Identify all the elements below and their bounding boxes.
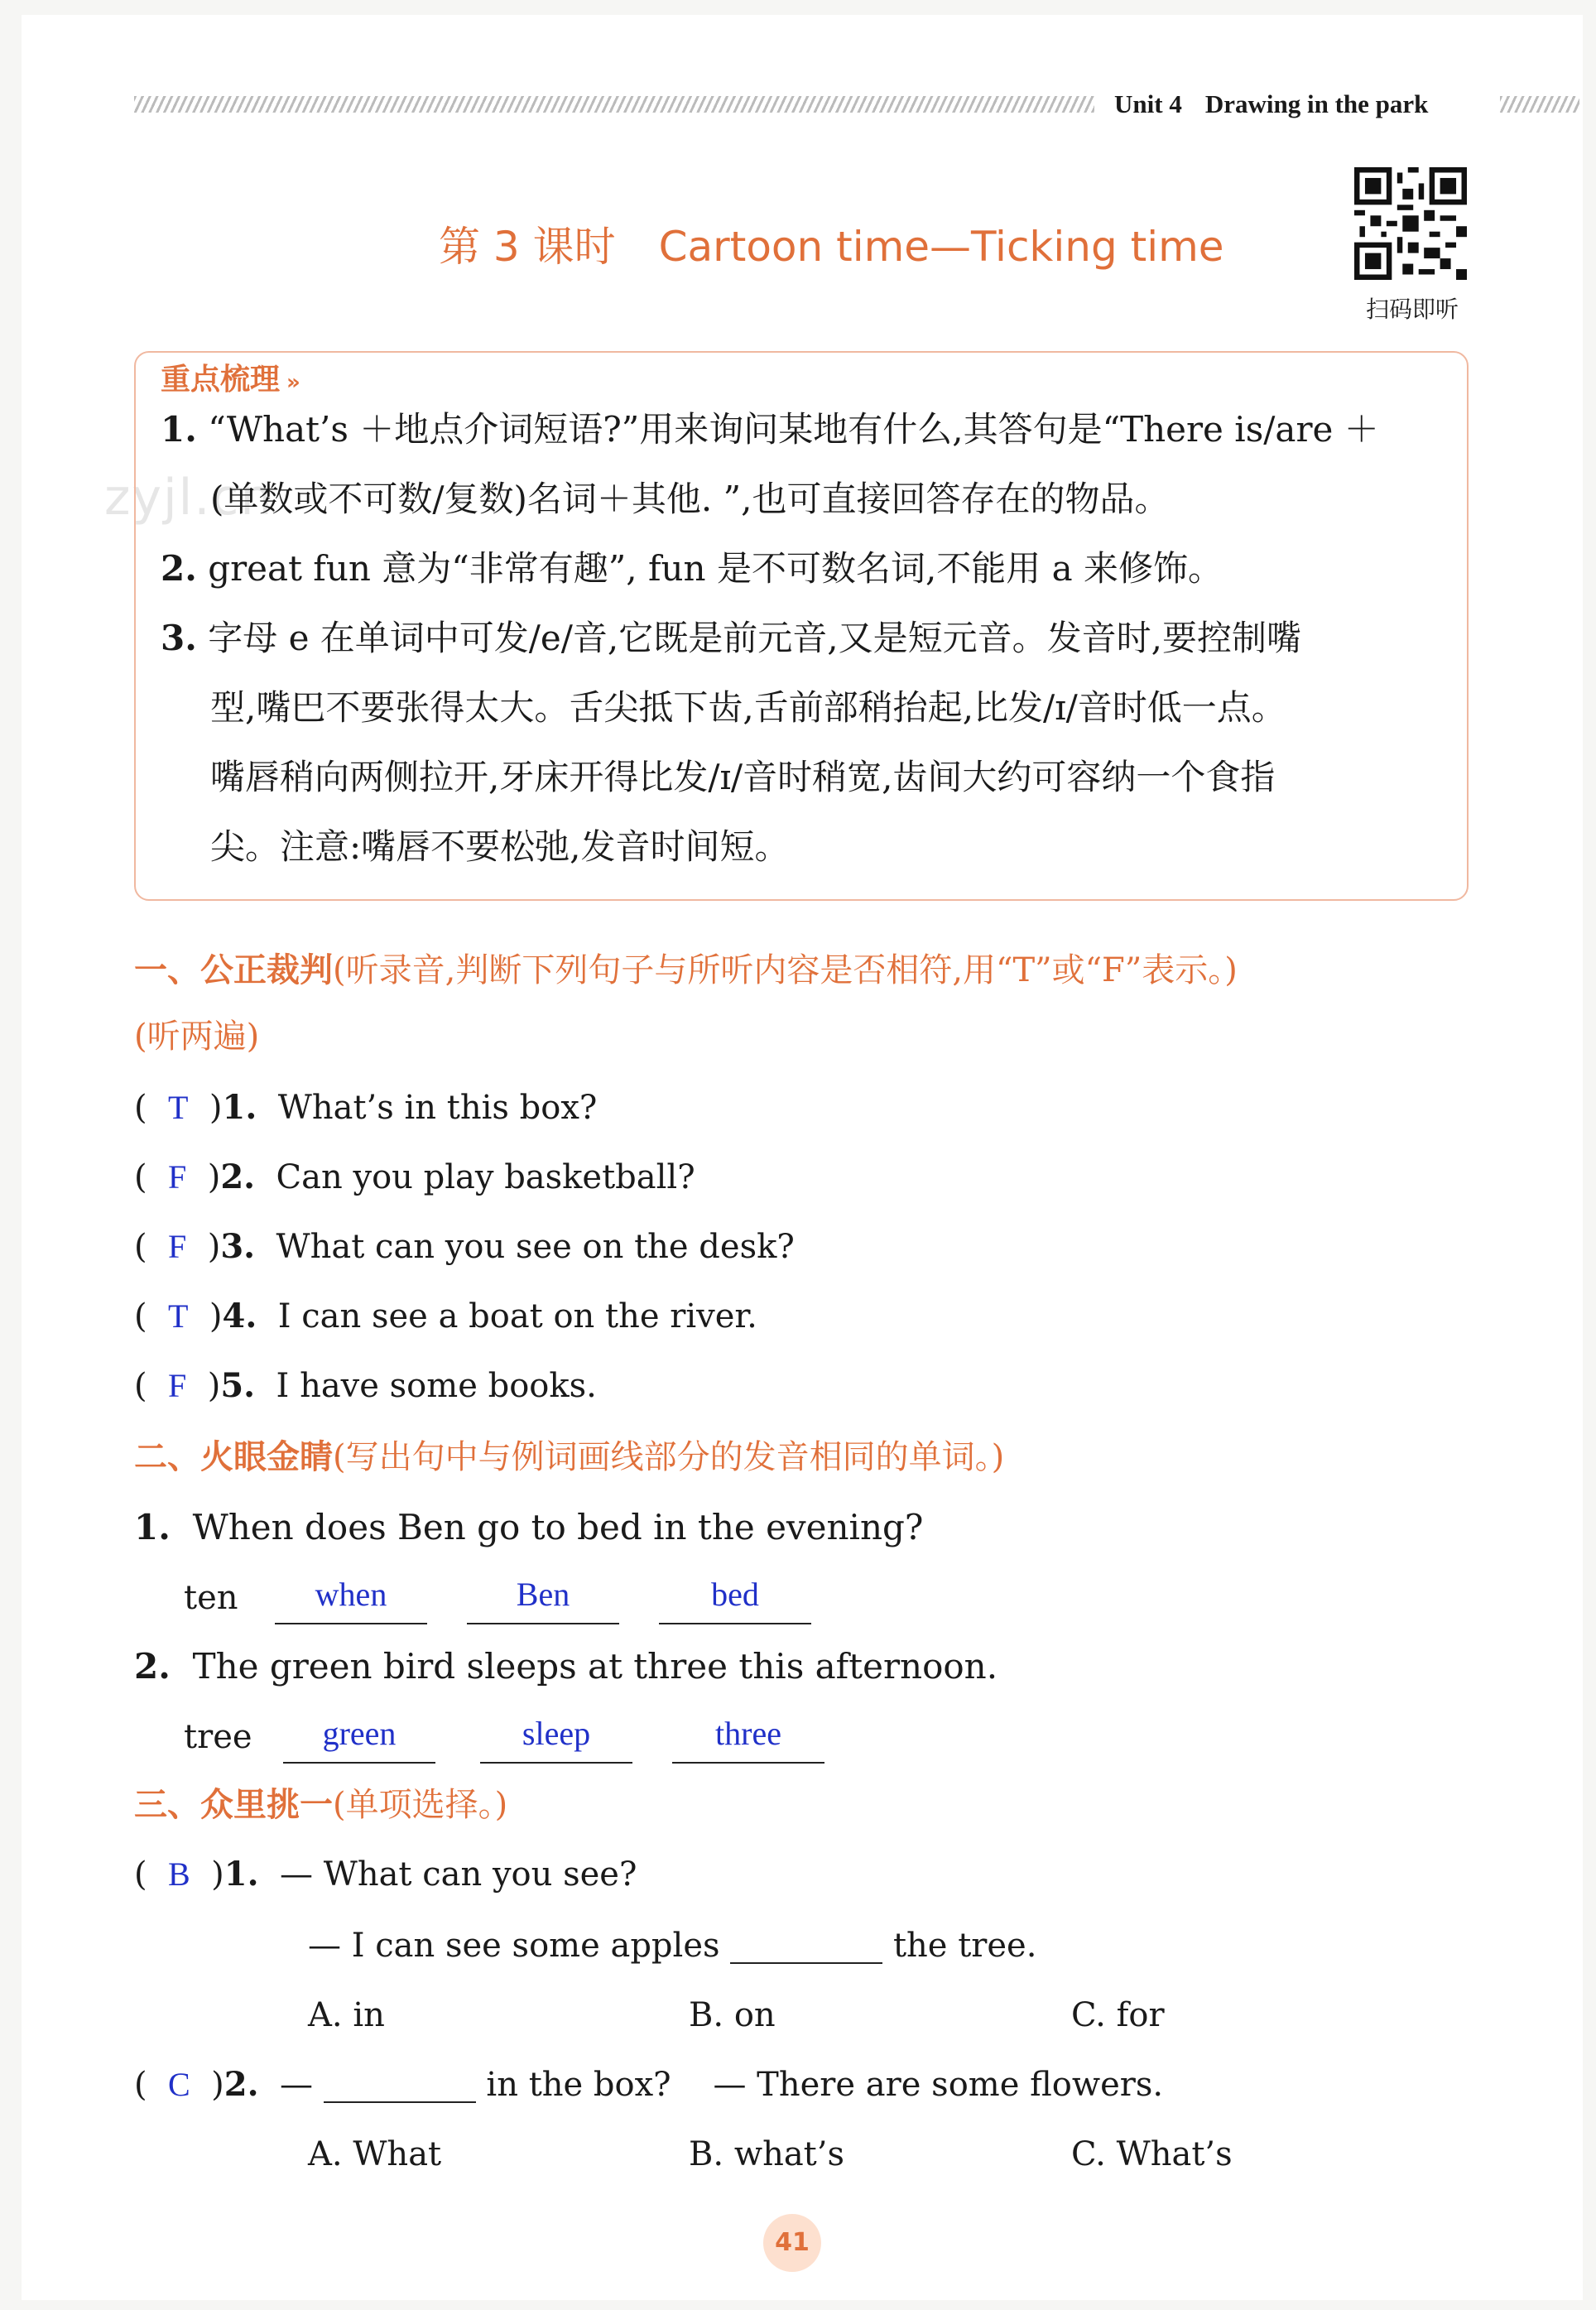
tf-item-5: ( F )5. I have some books. xyxy=(134,1366,597,1405)
qr-caption: 扫码即听 xyxy=(1365,296,1459,323)
mc-1-option-b: B. on xyxy=(689,1996,776,2034)
lesson-title xyxy=(439,214,1224,273)
section-2-heading: 二、火眼金睛(写出句中与例词画线部分的发音相同的单词。) xyxy=(134,1438,1005,1476)
answer-input[interactable]: T xyxy=(168,1089,189,1126)
mc-item-1: ( B )1. — What can you see? xyxy=(134,1855,637,1894)
word-input-2b[interactable]: sleep xyxy=(480,1717,632,1764)
phonics-sentence-1: 1. When does Ben go to bed in the evening? xyxy=(134,1507,924,1547)
running-header xyxy=(1114,89,1451,119)
section-1-instruction-2: (听两遍) xyxy=(134,1018,260,1056)
key-point-1: 1. “What’s ＋地点介词短语?”用来询问某地有什么,其答句是“There is/are ＋ xyxy=(161,409,1379,450)
key-point-2: 2. great fun 意为“非常有趣”, fun 是不可数名词,不能用 a 来修饰。 xyxy=(161,548,1223,589)
header-rule-left xyxy=(134,96,1094,113)
key-point-3-line-3: 嘴唇稍向两侧拉开,牙床开得比发/ɪ/音时稍宽,齿间大约可容纳一个食指 xyxy=(210,757,1276,797)
example-word-2: tree xyxy=(184,1718,252,1756)
tf-item-3: ( F )3. What can you see on the desk? xyxy=(134,1227,795,1266)
key-point-3-line-4: 尖。注意:嘴唇不要松弛,发音时间短。 xyxy=(210,826,790,867)
answer-input[interactable]: F xyxy=(168,1367,187,1404)
unit-label: Unit 4 xyxy=(1114,89,1182,118)
word-input-2a[interactable]: green xyxy=(283,1717,435,1764)
blank-input[interactable] xyxy=(730,1929,882,1964)
answer-input[interactable]: B xyxy=(168,1855,190,1893)
chevron-right-icon: » xyxy=(286,370,300,395)
word-input-1c[interactable]: bed xyxy=(659,1578,811,1624)
answer-input[interactable]: F xyxy=(168,1158,187,1196)
unit-topic: Drawing in the park xyxy=(1204,89,1429,118)
tf-item-1: ( T )1. What’s in this box? xyxy=(134,1088,598,1127)
word-input-1b[interactable]: Ben xyxy=(467,1578,619,1624)
section-3-heading: 三、众里挑一(单项选择。) xyxy=(134,1786,508,1824)
mc-1-option-a: A. in xyxy=(308,1996,385,2034)
mc-item-1-line-2: — I can see some apples the tree. xyxy=(308,1927,1037,1965)
example-word-1: ten xyxy=(184,1579,238,1617)
lesson-number: 第 3 课时 xyxy=(439,223,616,271)
page-number: 41 xyxy=(763,2214,821,2272)
mc-item-2: ( C )2. — in the box? — There are some flowers. xyxy=(134,2065,1164,2104)
key-point-3: 3. 字母 e 在单词中可发/e/音,它既是前元音,又是短元音。发音时,要控制嘴 xyxy=(161,618,1301,658)
answer-input[interactable]: F xyxy=(168,1228,187,1265)
watermark: zyjl.cn xyxy=(104,469,274,527)
header-rule-right xyxy=(1500,96,1579,113)
qr-code-icon[interactable] xyxy=(1354,167,1467,280)
answer-input[interactable]: T xyxy=(168,1297,189,1335)
word-input-2c[interactable]: three xyxy=(672,1717,824,1764)
key-point-1-line-2: (单数或不可数/复数)名词＋其他. ”,也可直接回答存在的物品。 xyxy=(210,479,1170,519)
key-point-3-line-2: 型,嘴巴不要张得太大。舌尖抵下齿,舌前部稍抬起,比发/ɪ/音时低一点。 xyxy=(210,687,1286,728)
answer-input[interactable]: C xyxy=(168,2066,190,2103)
mc-2-option-a: A. What xyxy=(308,2135,442,2173)
word-input-1a[interactable]: when xyxy=(275,1578,427,1624)
mc-2-option-b: B. what’s xyxy=(689,2135,844,2173)
tf-item-2: ( F )2. Can you play basketball? xyxy=(134,1157,695,1196)
section-1-heading: 一、公正裁判(听录音,判断下列句子与所听内容是否相符,用“T”或“F”表示。) xyxy=(134,951,1238,989)
phonics-sentence-2: 2. The green bird sleeps at three this afternoon. xyxy=(134,1646,998,1687)
mc-1-option-c: C. for xyxy=(1071,1996,1165,2034)
key-points-label: 重点梳理 » xyxy=(161,363,300,397)
tf-item-4: ( T )4. I can see a boat on the river. xyxy=(134,1297,757,1335)
mc-2-option-c: C. What’s xyxy=(1071,2135,1233,2173)
lesson-name: Cartoon time—Ticking time xyxy=(658,223,1224,271)
blank-input[interactable] xyxy=(324,2068,476,2103)
